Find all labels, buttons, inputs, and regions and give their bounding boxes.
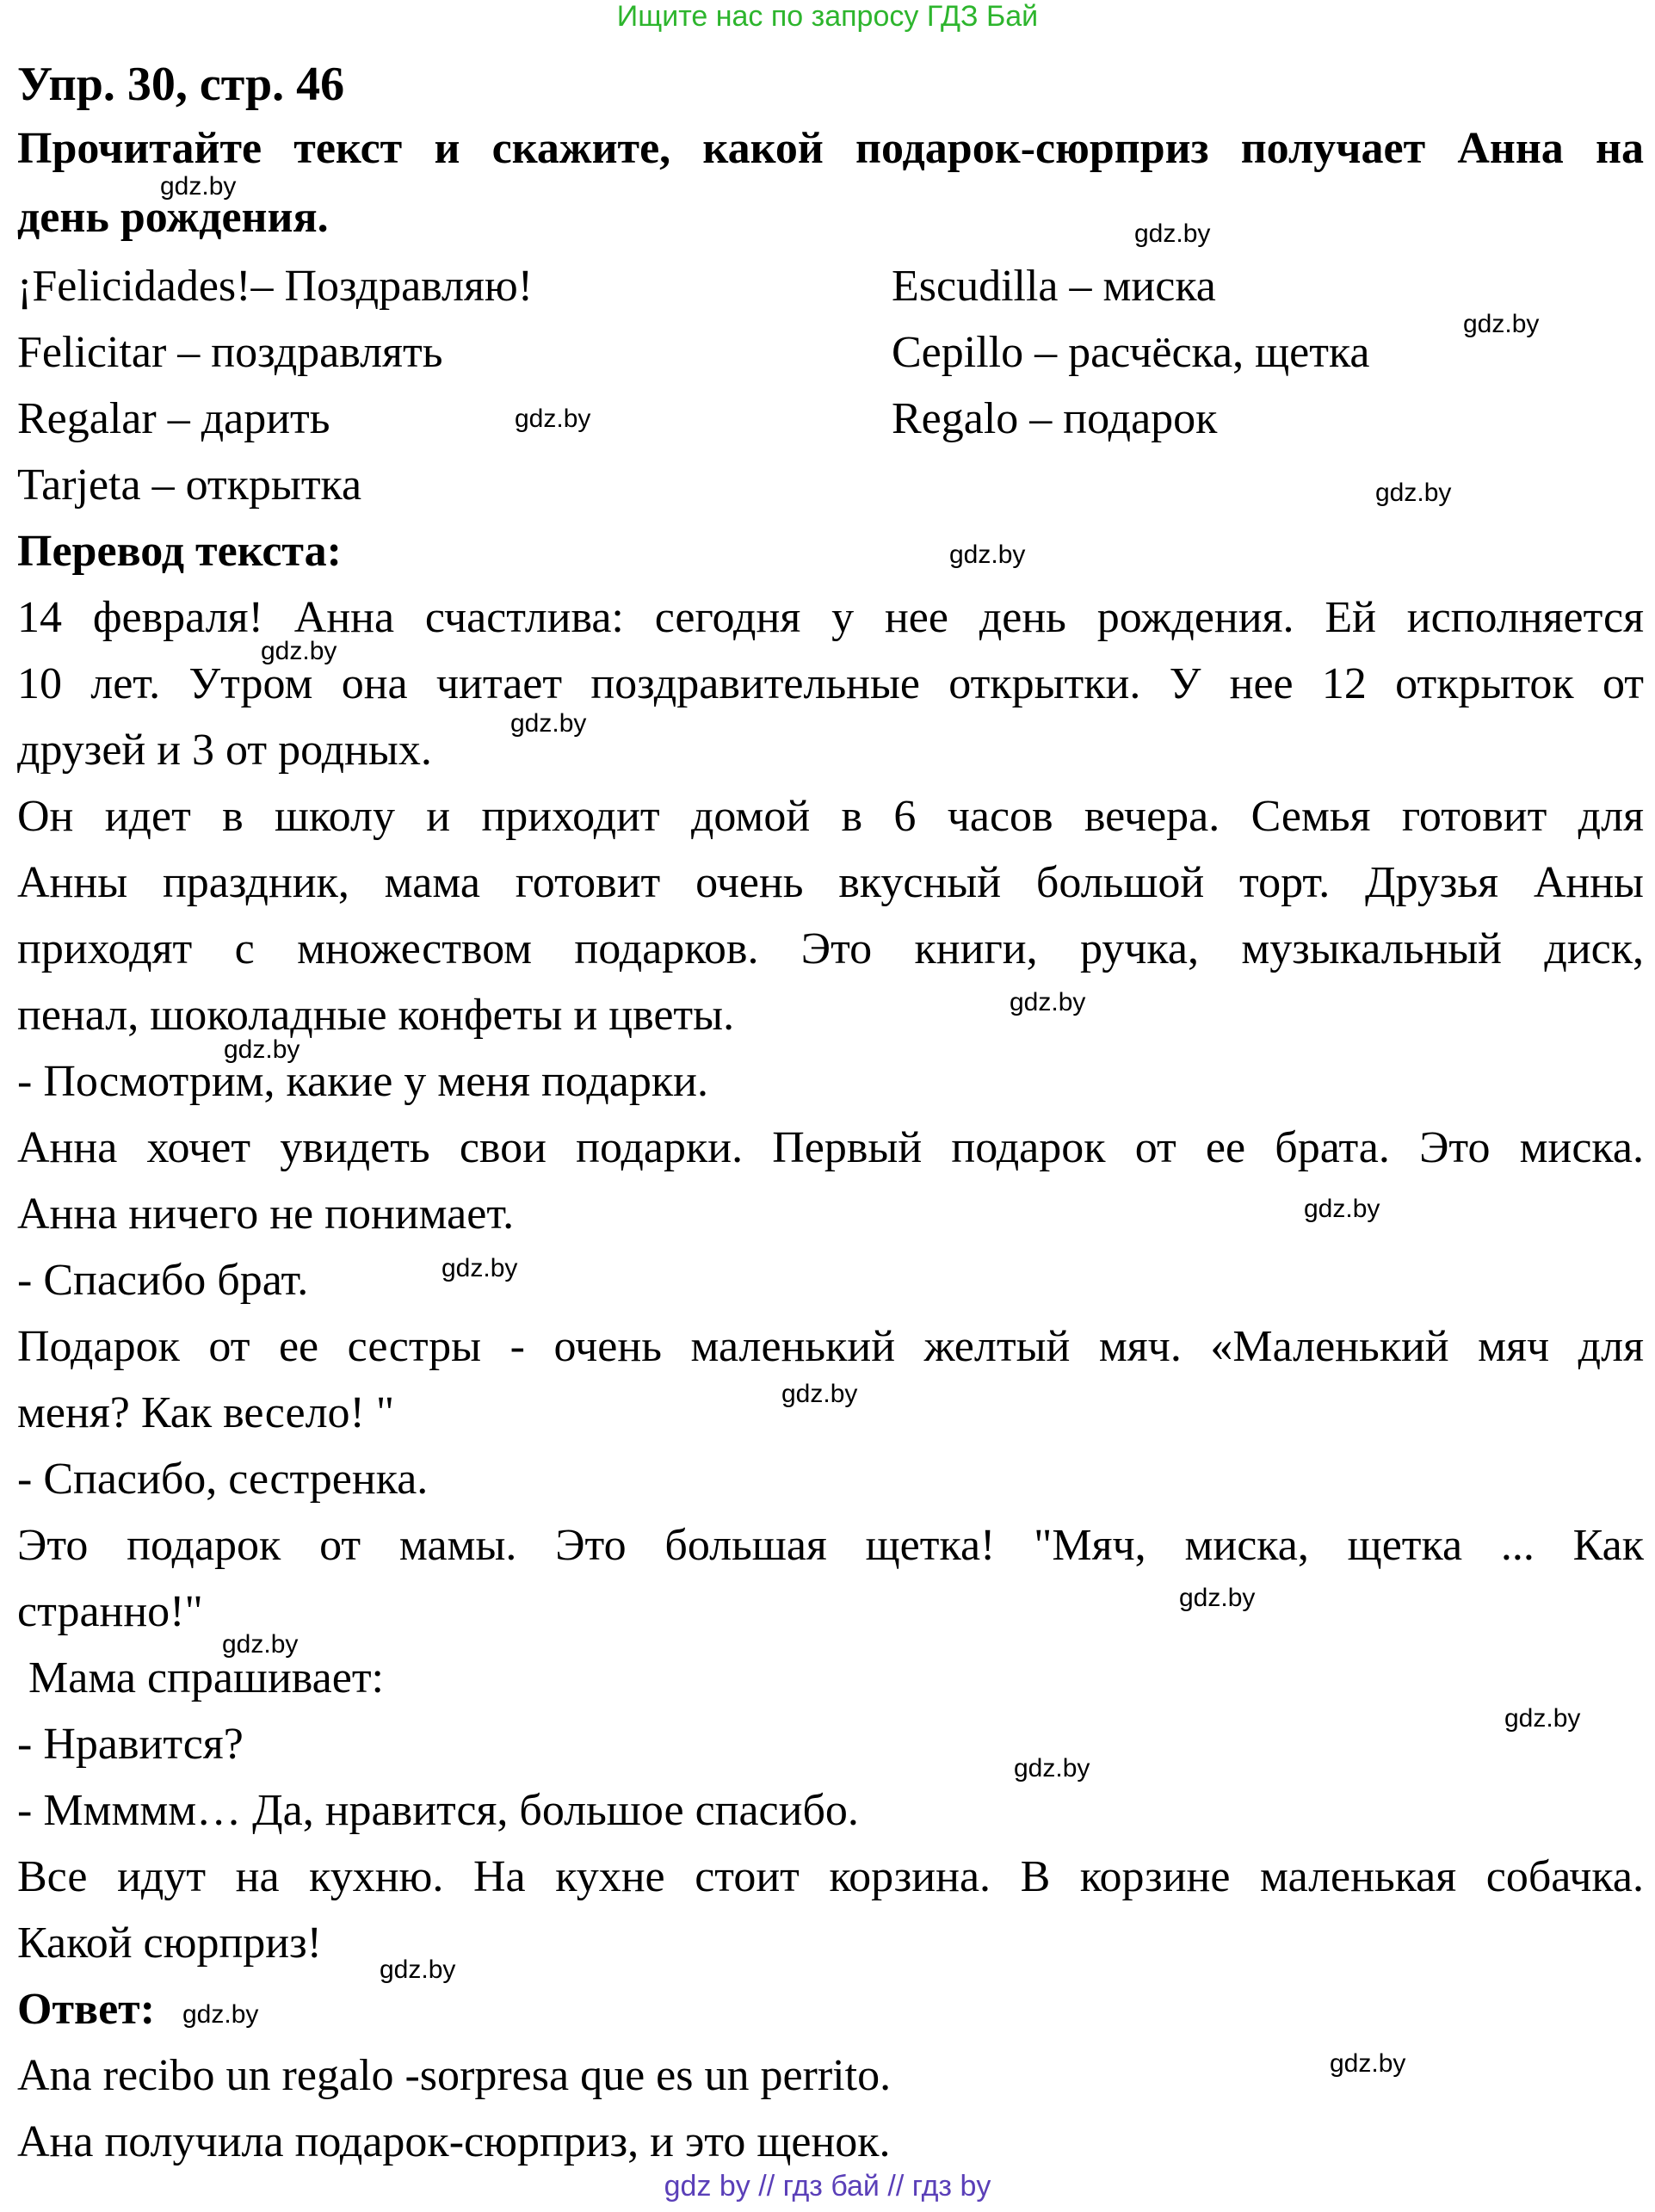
answer-heading: Ответ: [17,1985,156,2034]
text-line: Он идет в школу и приходит домой в 6 часов вечера. Семья готовит для [17,792,1644,841]
text-line: 10 лет. Утром она читает поздравительные открытки. У нее 12 открыток от [17,659,1644,708]
vocab-item: Tarjeta – открытка [17,460,362,510]
text-line: друзей и 3 от родных. [17,726,432,775]
watermark: gdz.by [1014,1754,1090,1783]
vocab-item: Regalo – подарок [892,394,1218,443]
text-line: - Спасибо брат. [17,1256,309,1305]
vocab-item: ¡Felicidades!– Поздравляю! [17,262,534,311]
watermark: gdz.by [510,709,587,738]
watermark: gdz.by [515,405,591,433]
text-line: Какой сюрприз! [17,1919,322,1968]
vocab-item: Regalar – дарить [17,394,330,443]
watermark: gdz.by [1179,1584,1256,1612]
translation-heading: Перевод текста: [17,527,342,576]
text-line: - Ммммм… Да, нравится, большое спасибо. [17,1786,859,1835]
watermark: gdz.by [1375,479,1452,507]
text-line: Подарок от ее сестры - очень маленький желтый мяч. «Маленький мяч для [17,1322,1644,1371]
watermark: gdz.by [1304,1195,1380,1223]
text-line: меня? Как весело! " [17,1388,395,1437]
exercise-title: Упр. 30, стр. 46 [17,58,345,111]
answer-line: Ана получила подарок-сюрприз, и это щенок. [17,2117,891,2166]
text-line: Анна хочет увидеть свои подарки. Первый подарок от ее брата. Это миска. [17,1123,1644,1172]
task-instruction-line-2: день рождения. [17,193,329,242]
text-line: Анны праздник, мама готовит очень вкусный большой торт. Друзья Анны [17,858,1644,907]
vocab-item: Cepillo – расчёска, щетка [892,328,1370,377]
watermark: gdz.by [1330,2049,1406,2078]
watermark: gdz.by [442,1254,518,1282]
watermark: gdz.by [1463,310,1540,338]
watermark: gdz.by [949,541,1026,569]
text-line: - Нравится? [17,1720,244,1769]
footer-banner: gdz by // гдз бай // гдз by [664,2170,991,2203]
text-line: - Спасибо, сестренка. [17,1455,429,1504]
answer-line: Ana recibo un regalo -sorpresa que es un perrito. [17,2051,892,2100]
watermark: gdz.by [781,1380,858,1408]
text-line: странно!" [17,1587,203,1636]
watermark: gdz.by [1134,219,1211,248]
vocab-item: Escudilla – миска [892,262,1216,311]
watermark: gdz.by [224,1035,300,1064]
text-line: - Посмотрим, какие у меня подарки. [17,1057,708,1106]
text-line: Мама спрашивает: [17,1653,385,1702]
text-line: Это подарок от мамы. Это большая щетка! "Мяч, миска, щетка ... Как [17,1521,1644,1570]
watermark: gdz.by [261,637,337,665]
text-line: приходят с множеством подарков. Это книги, ручка, музыкальный диск, [17,924,1644,973]
header-banner: Ищите нас по запросу ГДЗ Бай [616,0,1039,33]
watermark: gdz.by [380,1956,456,1984]
watermark: gdz.by [1504,1704,1581,1733]
text-line: 14 февраля! Анна счастлива: сегодня у нее день рождения. Ей исполняется [17,593,1644,642]
watermark: gdz.by [1010,988,1086,1016]
vocab-item: Felicitar – поздравлять [17,328,443,377]
watermark: gdz.by [182,2000,259,2029]
text-line: пенал, шоколадные конфеты и цветы. [17,991,735,1040]
task-instruction-line-1: Прочитайте текст и скажите, какой подарок-сюрприз получает Анна на [17,124,1644,173]
watermark: gdz.by [222,1630,299,1659]
watermark: gdz.by [160,172,237,201]
text-line: Все идут на кухню. На кухне стоит корзина. В корзине маленькая собачка. [17,1852,1644,1901]
text-line: Анна ничего не понимает. [17,1189,515,1239]
